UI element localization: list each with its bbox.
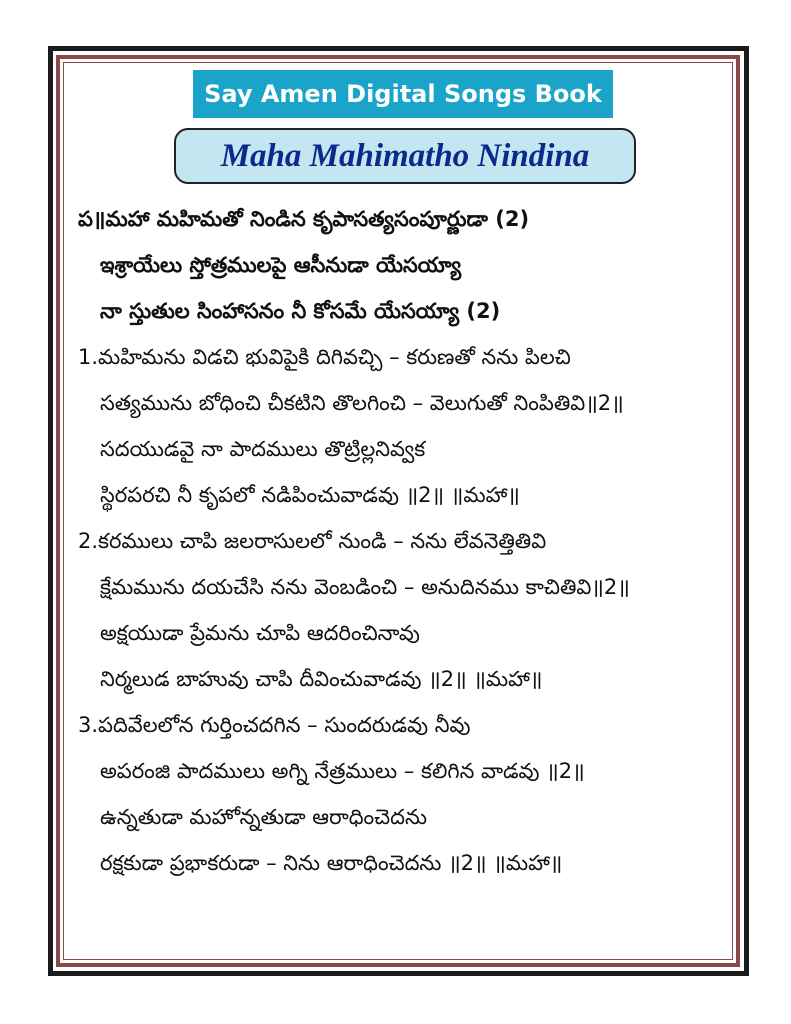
verse-line: 2.కరములు చాపి జలరాసులలో నుండి – నను లేవనెత్తితివి — [78, 529, 547, 553]
verse-line: 3.పదివేలలోన గుర్తించదగిన – సుందరుడవు నీవు — [78, 713, 471, 737]
chorus-line: నా స్తుతుల సింహాసనం నీ కోసమే యేసయ్యా (2) — [100, 299, 501, 323]
verse-line: సదయుడవై నా పాదములు తొట్రిల్లనివ్వక — [100, 437, 426, 461]
verse-line: నిర్మలుడ బాహువు చాపి దీవించువాడవు ॥2॥ ॥మహా॥ — [100, 667, 543, 691]
book-title: Say Amen Digital Songs Book — [204, 80, 602, 108]
lyrics-body — [78, 196, 728, 886]
verse-line: అక్షయుడా ప్రేమను చూపి ఆదరించినావు — [100, 621, 420, 645]
verse-line: ఉన్నతుడా మహోన్నతుడా ఆరాధించెదను — [100, 805, 427, 829]
chorus-line: ప॥మహా మహిమతో నిండిన కృపాసత్యసంపూర్ణుడా (2) — [78, 207, 530, 231]
verse-line: క్షేమమును దయచేసి నను వెంబడించి – అనుదినము కాచితివి॥2॥ — [100, 575, 630, 599]
song-title-box — [174, 128, 636, 184]
book-title-banner — [193, 70, 613, 118]
verse-line: అపరంజి పాదములు అగ్ని నేత్రములు – కలిగిన వాడవు ॥2॥ — [100, 759, 585, 783]
song-title: Maha Mahimatho Nindina — [220, 137, 590, 174]
verse-line: స్థిరపరచి నీ కృపలో నడిపించువాడవు ॥2॥ ॥మహా॥ — [100, 483, 520, 507]
verse-line: సత్యమును బోధించి చీకటిని తొలగించి – వెలుగుతో నింపితివి॥2॥ — [100, 391, 624, 415]
verse-line: రక్షకుడా ప్రభాకరుడా – నిను ఆరాధించెదను ॥2॥ ॥మహా॥ — [100, 851, 563, 875]
verse-line: 1.మహిమను విడచి భువిపైకి దిగివచ్చి – కరుణతో నను పిలచి — [78, 345, 571, 369]
chorus-line: ఇశ్రాయేలు స్తోత్రములపై ఆసీనుడా యేసయ్యా — [100, 253, 462, 277]
